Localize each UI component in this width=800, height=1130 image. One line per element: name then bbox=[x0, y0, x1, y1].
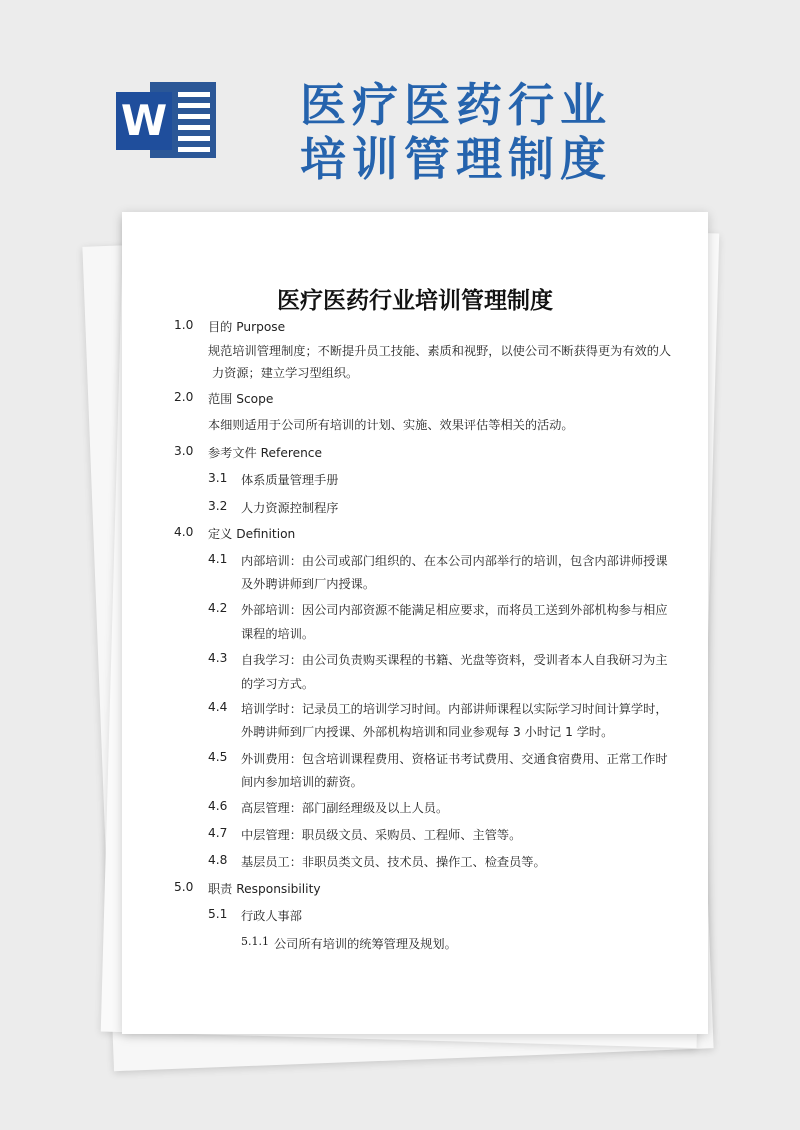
sub-list-item: 公司所有培训的统筹管理及规划。 bbox=[274, 937, 457, 951]
list-item: 自我学习：由公司负责购买课程的书籍、光盘等资料，受训者本人自我研习为主 bbox=[241, 653, 668, 667]
section-heading: 范围 Scope bbox=[208, 392, 274, 406]
list-item: 体系质量管理手册 bbox=[241, 473, 339, 487]
banner-title-line1: 医疗医药行业 bbox=[300, 78, 612, 132]
list-item: 外训费用：包含培训课程费用、资格证书考试费用、交通食宿费用、正常工作时 bbox=[241, 752, 668, 766]
item-number: 4.8 bbox=[208, 853, 228, 867]
section-body: 本细则适用于公司所有培训的计划、实施、效果评估等相关的活动。 bbox=[208, 418, 574, 432]
list-item: 中层管理：职员级文员、采购员、工程师、主管等。 bbox=[241, 828, 522, 842]
banner-title bbox=[300, 78, 612, 186]
item-number: 4.6 bbox=[208, 799, 228, 813]
banner-title-line2: 培训管理制度 bbox=[300, 132, 612, 186]
word-logo-letter: W bbox=[116, 92, 172, 150]
item-number: 4.3 bbox=[208, 651, 228, 665]
item-number: 4.2 bbox=[208, 601, 228, 615]
section-number: 5.0 bbox=[174, 880, 194, 894]
section-body: 规范培训管理制度；不断提升员工技能、素质和视野，以使公司不断获得更为有效的人 bbox=[208, 344, 672, 358]
section-heading: 目的 Purpose bbox=[208, 320, 286, 334]
list-item: 基层员工：非职员类文员、技术员、操作工、检查员等。 bbox=[241, 855, 546, 869]
sub-item-number: 5.1.1 bbox=[241, 935, 269, 948]
item-number: 5.1 bbox=[208, 907, 228, 921]
item-number: 3.2 bbox=[208, 499, 228, 513]
section-number: 4.0 bbox=[174, 525, 194, 539]
word-app-icon bbox=[116, 78, 220, 162]
list-item-continued: 外聘讲师到厂内授课、外部机构培训和同业参观每 3 小时记 1 学时。 bbox=[241, 725, 614, 739]
list-item-continued: 的学习方式。 bbox=[241, 677, 315, 691]
list-item: 培训学时：记录员工的培训学习时间。内部讲师课程以实际学习时间计算学时， bbox=[241, 702, 668, 716]
list-item: 行政人事部 bbox=[241, 909, 302, 923]
document-title: 医疗医药行业培训管理制度 bbox=[277, 288, 553, 314]
section-number: 2.0 bbox=[174, 390, 194, 404]
section-body: 力资源；建立学习型组织。 bbox=[212, 366, 359, 380]
item-number: 4.1 bbox=[208, 552, 228, 566]
section-heading: 职责 Responsibility bbox=[208, 882, 321, 896]
section-heading: 定义 Definition bbox=[208, 527, 296, 541]
list-item: 人力资源控制程序 bbox=[241, 501, 339, 515]
list-item-continued: 及外聘讲师到厂内授课。 bbox=[241, 577, 376, 591]
item-number: 4.5 bbox=[208, 750, 228, 764]
list-item: 外部培训：因公司内部资源不能满足相应要求，而将员工送到外部机构参与相应 bbox=[241, 603, 668, 617]
section-heading: 参考文件 Reference bbox=[208, 446, 322, 460]
item-number: 4.7 bbox=[208, 826, 228, 840]
list-item: 内部培训：由公司或部门组织的、在本公司内部举行的培训，包含内部讲师授课 bbox=[241, 554, 668, 568]
section-number: 3.0 bbox=[174, 444, 194, 458]
list-item-continued: 间内参加培训的薪资。 bbox=[241, 775, 363, 789]
list-item-continued: 课程的培训。 bbox=[241, 627, 315, 641]
item-number: 4.4 bbox=[208, 700, 228, 714]
document-page bbox=[122, 212, 708, 1034]
item-number: 3.1 bbox=[208, 471, 228, 485]
section-number: 1.0 bbox=[174, 318, 194, 332]
list-item: 高层管理：部门副经理级及以上人员。 bbox=[241, 801, 449, 815]
